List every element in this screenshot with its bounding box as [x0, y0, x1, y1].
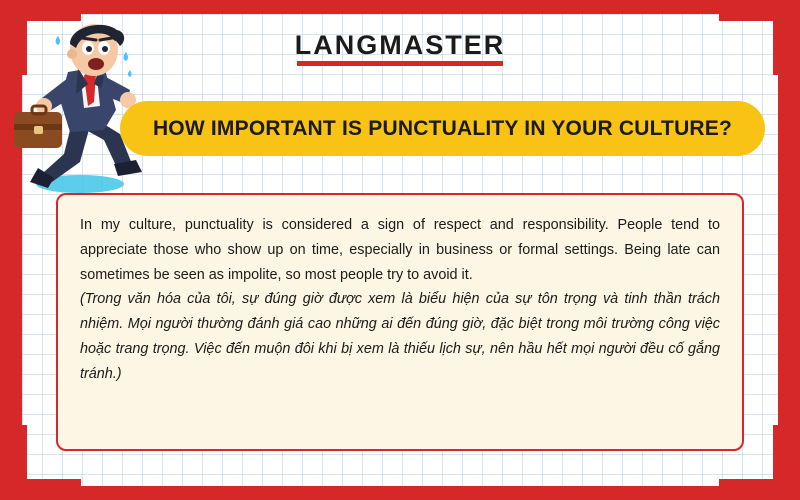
answer-content-box — [56, 193, 744, 451]
answer-english: In my culture, punctuality is considered a sign of respect and responsibility. People tend to appreciate those who show up on time, especially in business or formal settings. Being late can sometimes be seen as impolite, so most people try to avoid it. — [80, 217, 720, 283]
brand-logo — [0, 30, 800, 66]
page-title: HOW IMPORTANT IS PUNCTUALITY IN YOUR CULTURE? — [152, 116, 733, 140]
brand-underline — [297, 61, 504, 66]
answer-vietnamese: (Trong văn hóa của tôi, sự đúng giờ được xem là biểu hiện của sự tôn trọng và tinh thần trách nhiệm. Mọi người thường đánh giá cao những ai đến đúng giờ, đặc biệt trong môi trường công việc hoặc trang trọng. Việc đến muộn đôi khi bị xem là thiếu lịch sự, nên hầu hết mọi người đều cố gắng tránh.) — [80, 291, 720, 382]
brand-name: LANGMASTER — [294, 30, 506, 60]
title-banner — [120, 101, 765, 156]
